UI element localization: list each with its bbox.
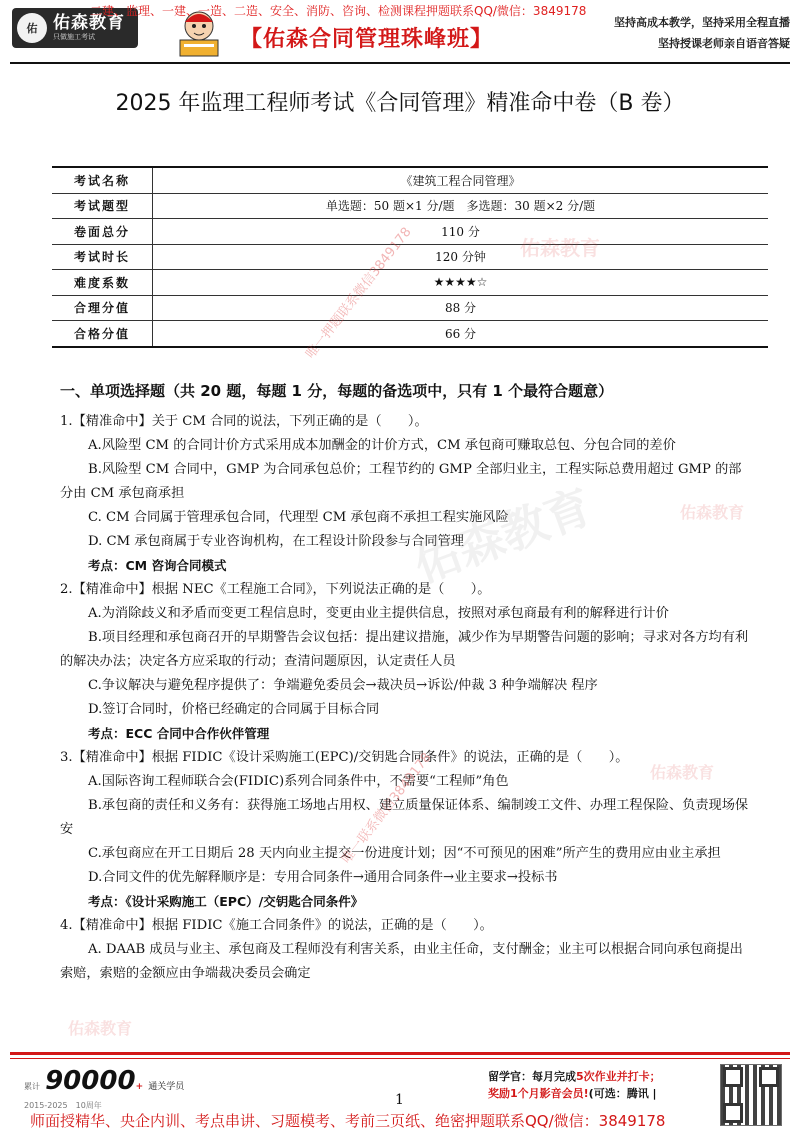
- watermark-brand: 佑森教育: [68, 1019, 133, 1038]
- table-value: 88 分: [153, 295, 769, 321]
- watermark-text: 唯一联系微信3849178: [339, 750, 435, 867]
- option-b: B.项目经理和承包商召开的早期警告会议包括：提出建议措施，减少作为早期警告问题的影响；寻求对各方均有利的解决办法；决定各方应采取的行动；查清问题原因，认定责任人员: [60, 630, 749, 669]
- exam-info-table: [52, 166, 768, 348]
- promo-bottom: 师面授精华、央企内训、考点串讲、习题模考、考前三页纸、绝密押题联系QQ/微信：3849178: [30, 1112, 666, 1130]
- watermark-text: 唯一押题联系微信3849178: [303, 224, 415, 362]
- table-row: [52, 193, 768, 219]
- logo-slogan: 只做施工考试: [53, 33, 95, 41]
- table-key: 合理分值: [52, 295, 153, 321]
- question-1: [60, 410, 752, 578]
- page-header: [0, 0, 800, 62]
- header-title: 【佑森合同管理珠峰班】: [240, 27, 494, 52]
- table-key: 考试名称: [52, 167, 153, 193]
- table-key: 考试时长: [52, 244, 153, 270]
- page-number: 1: [395, 1092, 404, 1108]
- logo-name: 佑森教育: [53, 13, 125, 33]
- watermark-brand: 佑森教育: [407, 478, 599, 593]
- table-key: 合格分值: [52, 321, 153, 347]
- promo-top: 二建、监理、一建、一造、二造、安全、消防、咨询、检测课程押题联系QQ/微信：3849178: [90, 4, 587, 18]
- option-d: D.合同文件的优先解释顺序是：专用合同条件→通用合同条件→业主要求→投标书: [88, 870, 558, 885]
- kaodian: 考点：《设计采购施工（EPC）/交钥匙合同条件》: [88, 894, 364, 909]
- option-b: B.承包商的责任和义务有：获得施工场地占用权、建立质量保证体系、编制竣工文件、办理工程保险、负责现场保安: [60, 798, 749, 837]
- watermark-brand: 佑森教育: [520, 236, 600, 260]
- table-key: 难度系数: [52, 270, 153, 296]
- footer-divider: [10, 1052, 790, 1055]
- stats-unit: 通关学员: [148, 1082, 185, 1092]
- stats-plus: +: [135, 1082, 144, 1092]
- watermark-brand: 佑森教育: [650, 763, 715, 782]
- footer-notice: [488, 1068, 674, 1102]
- table-row: [52, 244, 768, 270]
- option-c: C.争议解决与避免程序提供了：争端避免委员会→裁决员→诉讼/仲裁 3 种争端解决 程序: [88, 678, 598, 693]
- option-a: A.风险型 CM 的合同计价方式采用成本加酬金的计价方式，CM 承包商可赚取总包、分包合同的差价: [88, 438, 676, 453]
- header-slogan-2: 坚持授课老师亲自语音答疑: [658, 37, 790, 50]
- table-row: [52, 295, 768, 321]
- watermark-brand: 佑森教育: [680, 503, 745, 522]
- option-c: C.承包商应在开工日期后 28 天内向业主提交一份进度计划；因“不可预见的困难”所产生的费用应由业主承担: [88, 846, 721, 861]
- table-value: 单选题：50 题×1 分/题 多选题：30 题×2 分/题: [153, 193, 769, 219]
- table-row: [52, 167, 768, 193]
- question-stem: 3.【精准命中】根据 FIDIC《设计采购施工(EPC)/交钥匙合同条件》的说法，正确的是（ ）。: [60, 750, 629, 765]
- table-key: 卷面总分: [52, 219, 153, 245]
- notice-choice: (可选：腾讯 |: [588, 1087, 657, 1100]
- option-a: A. DAAB 成员与业主、承包商及工程师没有利害关系，由业主任命，支付酬金；业主可以根据合同向承包商提出索赔，索赔的金额应由争端裁决委员会确定: [60, 942, 743, 981]
- difficulty-stars: ★★★★☆: [153, 270, 769, 296]
- notice-prefix: 留学官：: [488, 1070, 532, 1083]
- stats-number: 90000: [45, 1066, 136, 1096]
- option-d: D. CM 承包商属于专业咨询机构，在工程设计阶段参与合同管理: [88, 534, 464, 549]
- header-slogans: [614, 12, 790, 54]
- table-key: 考试题型: [52, 193, 153, 219]
- notice-reward: 奖励1个月影音会员!: [488, 1087, 589, 1100]
- qr-code-icon: [720, 1064, 782, 1126]
- footer-divider: [10, 1058, 790, 1059]
- option-c: C. CM 合同属于管理承包合同，代理型 CM 承包商不承担工程实施风险: [88, 510, 509, 525]
- question-stem: 1.【精准命中】关于 CM 合同的说法，下列正确的是（ ）。: [60, 414, 428, 429]
- question-4: [60, 914, 752, 986]
- notice-text: 每月完成: [532, 1070, 576, 1083]
- question-3: [60, 746, 752, 914]
- table-row: [52, 270, 768, 296]
- option-b: B.风险型 CM 合同中，GMP 为合同承包总价；工程节约的 GMP 全部归业主，工程实际总费用超过 GMP 的部分由 CM 承包商承担: [60, 462, 742, 501]
- header-slogan-1: 坚持高成本教学，坚持采用全程直播: [614, 16, 790, 29]
- question-stem: 4.【精准命中】根据 FIDIC《施工合同条件》的说法，正确的是（ ）。: [60, 918, 493, 933]
- header-divider: [10, 62, 790, 64]
- kaodian: 考点：CM 咨询合同模式: [88, 558, 227, 573]
- table-row: [52, 219, 768, 245]
- section-heading: 一、单项选择题（共 20 题，每题 1 分，每题的备选项中，只有 1 个最符合题意）: [60, 382, 614, 400]
- stats-years: 2015-2025 10周年: [24, 1101, 102, 1110]
- table-value: 120 分钟: [153, 244, 769, 270]
- question-2: [60, 578, 752, 746]
- question-list: [60, 410, 752, 986]
- table-value: 110 分: [153, 219, 769, 245]
- option-a: A.为消除歧义和矛盾而变更工程信息时，变更由业主提供信息，按照对承包商最有利的解释进行计价: [88, 606, 669, 621]
- table-value: 66 分: [153, 321, 769, 347]
- stats-label: 累计: [24, 1082, 40, 1091]
- option-a: A.国际咨询工程师联合会(FIDIC)系列合同条件中，不需要“工程师”角色: [88, 774, 509, 789]
- question-stem: 2.【精准命中】根据 NEC《工程施工合同》，下列说法正确的是（ ）。: [60, 582, 491, 597]
- option-d: D.签订合同时，价格已经确定的合同属于目标合同: [88, 702, 380, 717]
- logo-seal-icon: 佑: [17, 13, 47, 43]
- table-row: [52, 321, 768, 347]
- kaodian: 考点：ECC 合同中合作伙伴管理: [88, 726, 270, 741]
- document-title: 2025 年监理工程师考试《合同管理》精准命中卷（B 卷）: [115, 91, 685, 116]
- notice-highlight: 5次作业并打卡；: [576, 1070, 661, 1083]
- table-value: 《建筑工程合同管理》: [153, 167, 769, 193]
- student-stats: [24, 1066, 184, 1111]
